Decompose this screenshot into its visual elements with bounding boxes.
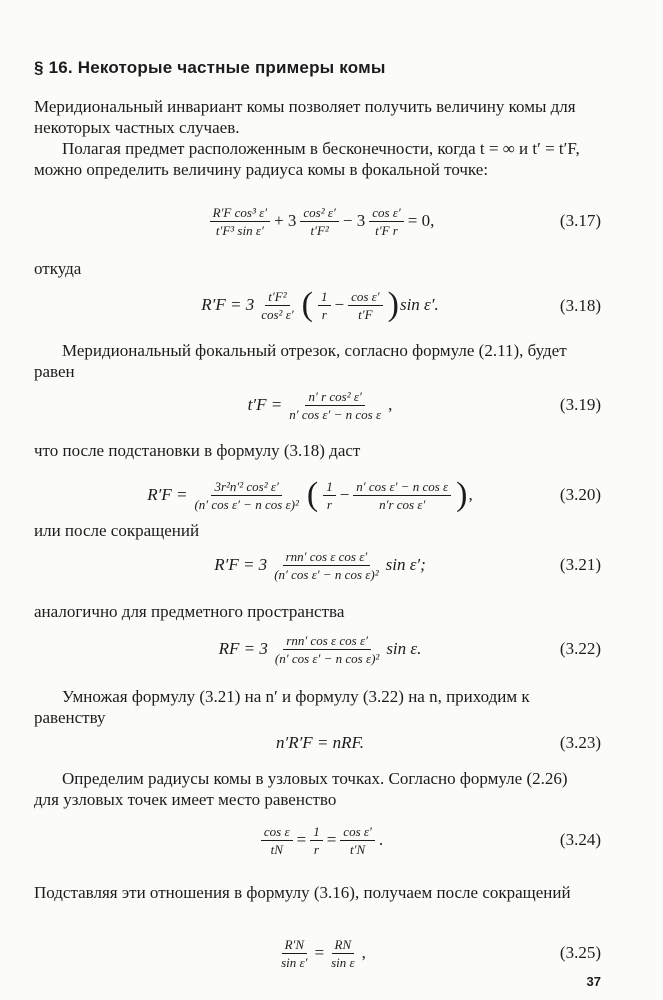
equation-number: (3.20): [559, 485, 601, 504]
fraction: $\frac{\text{cos ε′}}{t'N}$: [340, 824, 375, 857]
equation-number: (3.23): [559, 733, 601, 752]
fraction: $\frac{\text{t′F²}}{\text{cos² ε′}}$: [261, 288, 294, 322]
paragraph-6: или после сокращений: [34, 521, 200, 540]
paragraph-2: Полагая предмет расположенным в бесконечности, когда t = ∞ и t′ = t′F, можно определить величину радиуса комы в фокальной точке:: [34, 139, 580, 179]
paragraph-8: Умножая формулу (3.21) на n′ и формулу (3.22) на n, приходим к равенству: [34, 687, 530, 727]
equation-3-20: R′F = $\frac{\text{3r²n′² cos² ε′}}{\text{(n′ cos ε′ − n cos ε)²}}$ ( $\frac{1}{r}$ − $\frac{\text{n′ cos ε′ − n cos ε}}{\text{n′r cos ε′}}$ ) ,: [147, 476, 473, 513]
equation-number: (3.18): [559, 296, 601, 315]
fraction: $\frac{\text{3r²n′² cos² ε′}}{\text{(n′ cos ε′ − n cos ε)²}}$: [194, 478, 299, 512]
paragraph-7: аналогично для предметного пространства: [34, 602, 345, 621]
fraction: $\frac{\text{R′F cos³ ε′}}{\text{t′F³ sin ε′}}$: [210, 205, 270, 238]
equation-3-24: $\frac{\text{cos ε}}{tN}$ = $\frac{1}{r}$ = $\frac{\text{cos ε′}}{t'N}$ .: [100, 815, 540, 865]
equation-3-25: $\frac{R'N}{\text{sin ε′}}$ = $\frac{RN}{\text{sin ε}}$ ,: [100, 928, 540, 978]
equation-number: (3.25): [559, 943, 601, 962]
fraction: $\frac{\text{n′ r cos² ε′}}{\text{n′ cos ε′ − n cos ε}}$: [289, 388, 382, 422]
fraction: $\frac{1}{r}$: [318, 289, 331, 322]
fraction: $\frac{R'N}{\text{sin ε′}}$: [281, 936, 308, 970]
fraction: $\frac{RN}{\text{sin ε}}$: [331, 936, 355, 970]
fraction: $\frac{\text{cos ε′}}{\text{t′F r}}$: [369, 205, 404, 238]
equation-number: (3.24): [559, 830, 601, 849]
fraction: $\frac{\text{rnn′ cos ε cos ε′}}{\text{(n′ cos ε′ − n cos ε)²}}$: [274, 548, 379, 582]
paragraph-3: откуда: [34, 259, 82, 278]
fraction: $\frac{\text{cos² ε′}}{\text{t′F²}}$: [300, 205, 338, 238]
equation-3-17: $\frac{\text{R′F cos³ ε′}}{\text{t′F³ sin ε′}}$ + 3 $\frac{\text{cos² ε′}}{\text{t′F²}}$ − 3 $\frac{\text{cos ε′}}{\text{t′F r}}$ = 0,: [100, 196, 540, 246]
fraction: $\frac{1}{r}$: [310, 824, 323, 857]
equation-3-19: t′F = $\frac{\text{n′ r cos² ε′}}{\text{n′ cos ε′ − n cos ε}}$ ,: [247, 388, 393, 422]
page-number: 37: [586, 974, 601, 989]
equation-number: (3.17): [559, 211, 601, 230]
fraction: $\frac{\text{rnn′ cos ε cos ε′}}{\text{(n′ cos ε′ − n cos ε)²}}$: [274, 632, 380, 666]
section-heading: § 16. Некоторые частные примеры комы: [34, 58, 386, 77]
fraction: $\frac{\text{n′ cos ε′ − n cos ε}}{\text{n′r cos ε′}}$: [353, 479, 451, 512]
equation-3-23: n′R′F = nRF.: [275, 733, 364, 752]
equation-number: (3.22): [559, 639, 601, 658]
fraction: $\frac{1}{r}$: [323, 479, 336, 512]
equation-number: (3.21): [559, 555, 601, 574]
equation-3-22: RF = 3 $\frac{\text{rnn′ cos ε cos ε′}}{\text{(n′ cos ε′ − n cos ε)²}}$ sin ε.: [218, 632, 422, 666]
paragraph-4: Меридиональный фокальный отрезок, согласно формуле (2.11), будет равен: [34, 341, 567, 381]
equation-3-18: R′F = 3 $\frac{\text{t′F²}}{\text{cos² ε′}}$ ( $\frac{1}{r}$ − $\frac{\text{cos ε′}}{t'F}$ ) sin ε′.: [201, 286, 439, 323]
paragraph-10: Подставляя эти отношения в формулу (3.16), получаем после сокращений: [34, 883, 571, 902]
paragraph-5: что после подстановки в формулу (3.18) даст: [34, 441, 361, 460]
fraction: $\frac{\text{cos ε}}{tN}$: [261, 824, 293, 857]
equation-number: (3.19): [559, 395, 601, 414]
paragraph-9: Определим радиусы комы в узловых точках. Согласно формуле (2.26) для узловых точек имеет место равенство: [34, 769, 568, 809]
paragraph-1: Меридиональный инвариант комы позволяет получить величину комы для некоторых частных случаев.: [34, 97, 576, 137]
fraction: $\frac{\text{cos ε′}}{t'F}$: [348, 289, 383, 322]
equation-3-21: R′F = 3 $\frac{\text{rnn′ cos ε cos ε′}}{\text{(n′ cos ε′ − n cos ε)²}}$ sin ε′;: [214, 548, 426, 582]
